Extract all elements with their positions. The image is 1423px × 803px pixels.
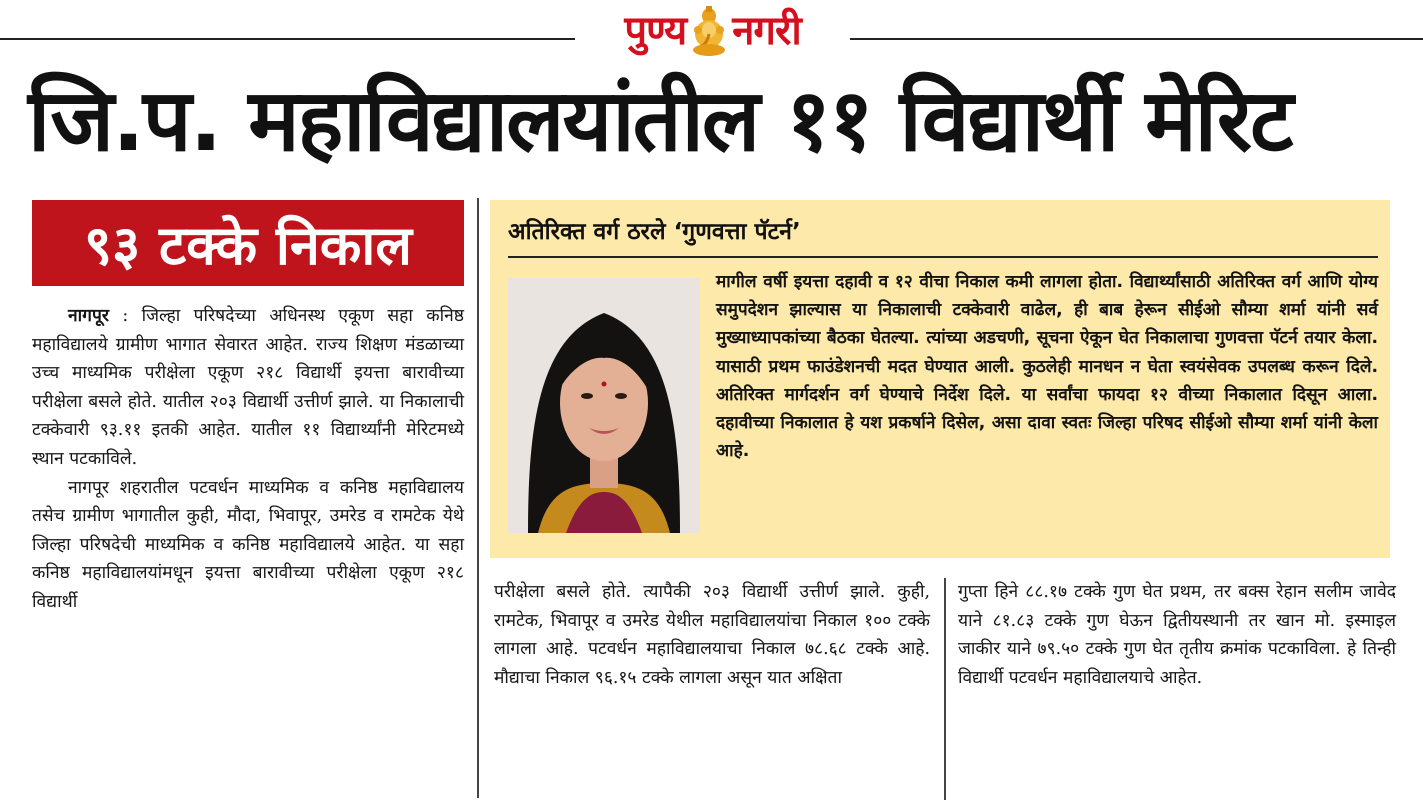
dateline-city: नागपूर bbox=[68, 306, 109, 326]
masthead-rule-left bbox=[0, 38, 575, 40]
masthead-logo bbox=[580, 0, 845, 62]
masthead-right-word: नगरी bbox=[732, 8, 801, 54]
article-column-2 bbox=[494, 578, 930, 692]
article-column-3 bbox=[958, 578, 1396, 692]
article-paragraph bbox=[32, 302, 464, 474]
sidebar-box bbox=[490, 200, 1390, 558]
article-paragraph: नागपूर शहरातील पटवर्धन माध्यमिक व कनिष्ठ महाविद्यालय तसेच ग्रामीण भागातील कुही, मौदा, भिवापूर, उमरेड व रामटेक येथे जिल्हा परिषदेची माध्यमिक व कनिष्ठ महाविद्यालये आहेत. या सहा कनिष्ठ महाविद्यालयांमधून इयत्ता बारावीच्या परीक्षेला एकूण २१८ विद्यार्थी bbox=[32, 477, 464, 612]
column-divider bbox=[944, 578, 946, 800]
article-paragraph: गुप्ता हिने ८८.१७ टक्के गुण घेत प्रथम, तर बक्स रेहान सलीम जावेद याने ८१.८३ टक्के गुण घेऊन द्वितीयस्थानी तर खान मो. इस्माइल जाकीर याने ७९.५० टक्के गुण घेत तृतीय क्रमांक पटकाविला. हे तिन्ही विद्यार्थी पटवर्धन महाविद्यालयाचे आहेत. bbox=[958, 582, 1396, 688]
masthead-rule-right bbox=[850, 38, 1423, 40]
article-paragraph: परीक्षेला बसले होते. त्यापैकी २०३ विद्यार्थी उत्तीर्ण झाले. कुही, रामटेक, भिवापूर व उमरेड येथील महाविद्यालयांचा निकाल १०० टक्के लागला आहे. पटवर्धन महाविद्यालयाचा निकाल ७८.६८ टक्के आहे. मौद्याचा निकाल ९६.१५ टक्के लागला असून यात अक्षिता bbox=[494, 582, 930, 688]
paragraph-text: : जिल्हा परिषदेच्या अधिनस्थ एकूण सहा कनिष्ठ महाविद्यालये ग्रामीण भागात सेवारत आहेत. राज्य शिक्षण मंडळाच्या उच्च माध्यमिक परीक्षेला एकूण २१८ विद्यार्थी इयत्ता बारावीच्या परीक्षेला बसले होते. यातील २०३ विद्यार्थी उत्तीर्ण झाले. या निकालाची टक्केवारी ९३.११ इतकी आहेत. यातील ११ विद्यार्थ्यांनी मेरिटमध्ये स्थान पटकाविले. bbox=[32, 306, 464, 469]
sidebar-title-rule bbox=[508, 256, 1378, 258]
result-banner: ९३ टक्के निकाल bbox=[32, 200, 464, 286]
portrait-photo-icon bbox=[508, 278, 700, 533]
headline: जि.प. महाविद्यालयांतील ११ विद्यार्थी मेरिट bbox=[28, 71, 1292, 171]
sidebar-title: अतिरिक्त वर्ग ठरले ‘गुणवत्ता पॅटर्न’ bbox=[508, 219, 801, 245]
column-divider bbox=[477, 198, 479, 798]
article-column-1 bbox=[32, 302, 464, 617]
sidebar-body: मागील वर्षी इयत्ता दहावी व १२ वीचा निकाल कमी लागला होता. विद्यार्थ्यांसाठी अतिरिक्त वर्ग आणि योग्य समुपदेशन झाल्यास या निकालाची टक्केवारी वाढेल, ही बाब हेरून सीईओ सौम्या शर्मा यांनी सर्व मुख्याध्यापकांच्या बैठका घेतल्या. त्यांच्या अडचणी, सूचना ऐकून घेत निकालाचा गुणवत्ता पॅटर्न तयार केला. यासाठी प्रथम फाउंडेशनची मदत घेण्यात आली. कुठलेही मानधन न घेता स्वयंसेवक उपलब्ध करून दिले. अतिरिक्त मार्गदर्शन वर्ग घेण्याचे निर्देश दिले. या सर्वांचा फायदा १२ वीच्या निकालात दिसून आला. दहावीच्या निकालात हे यश प्रकर्षाने दिसेल, असा दावा स्वतः जिल्हा परिषद सीईओ सौम्या शर्मा यांनी केला आहे. bbox=[716, 272, 1378, 462]
masthead-left-word: पुण्य bbox=[624, 8, 687, 54]
ganesha-emblem-icon bbox=[690, 6, 728, 56]
